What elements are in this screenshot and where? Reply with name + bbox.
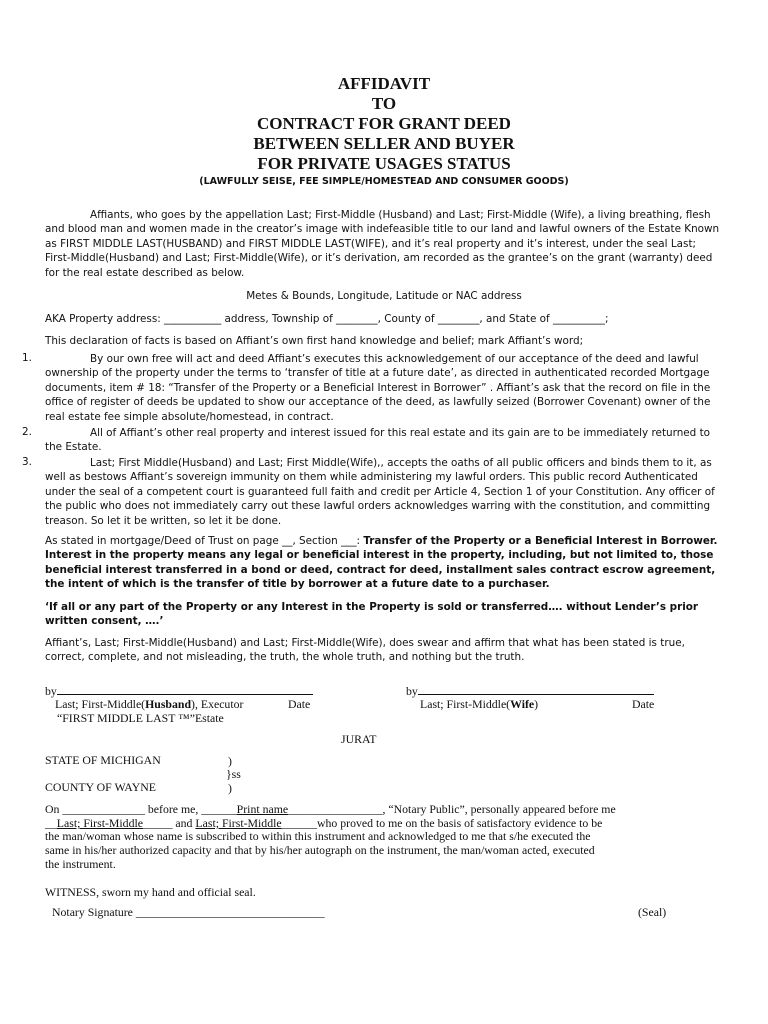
- aka-property-line: AKA Property address: ___________ address, Township of ________, County of ________, and State of __________;: [45, 313, 609, 325]
- jurat-name-2: Last; First-Middle: [195, 816, 282, 830]
- item-number-2: 2.: [22, 426, 32, 438]
- signature-right-name-suffix: ): [534, 697, 539, 711]
- subtitle: (LAWFULLY SEISE, FEE SIMPLE/HOMESTEAD AND CONSUMER GOODS): [199, 176, 569, 187]
- jurat-proved-start: __: [45, 816, 57, 830]
- item-text-1: By our own free will act and deed Affiant’s executes this acknowledgement of our acceptance of the deed and lawful ownership of the property under the terms to ‘transfer of title at a future date’, as directed in authenticated recorded Mortgage documents, item # 18: “Transfer of the Property or a Beneficial Interest in Borrower” . Affiant’s ask that the record on file in the office of register of deeds be updated to show our acceptance of the deed, as lawfully seized (Borrower Covenant) owner of the real estate fee simple absolute/homestead, in contract.: [45, 353, 711, 423]
- jurat-county: COUNTY OF WAYNE: [45, 780, 156, 794]
- jurat-heading: JURAT: [341, 732, 377, 746]
- mortgage-lead: As stated in mortgage/Deed of Trust on page __, Section ___:: [45, 535, 364, 547]
- intro-paragraph: Affiants, who goes by the appellation Last; First-Middle (Husband) and Last; First-Middle (Wife), a living breathing, flesh and blood man and women made in the creator’s image with indefeasible title to our land and lawful owners of the Estate Known as FIRST MIDDLE LAST(HUSBAND) and FIRST MIDDLE LAST(WIFE), and it’s real property and it’s interest, under the seal Last; First-Middle(Husband) and Last; First-Middle(Wife), or it’s derivation, am recorded as the grantee’s on the grant (warranty) deed for the real estate described as below.: [45, 209, 720, 279]
- signature-right: [406, 683, 654, 698]
- witness-line: WITNESS, sworn my hand and official seal.: [45, 885, 256, 899]
- metes-bounds-line: Metes & Bounds, Longitude, Latitude or NAC address: [246, 290, 522, 302]
- signature-right-name: [420, 697, 538, 711]
- jurat-print-name: Print name: [236, 802, 289, 816]
- signature-left-name: [55, 697, 243, 711]
- declaration-line: This declaration of facts is based on Affiant’s own first hand knowledge and belief; mark Affiant’s word;: [45, 335, 584, 347]
- signature-left-name-prefix: Last; First-Middle(: [55, 697, 146, 711]
- signature-right-name-prefix: Last; First-Middle(: [420, 697, 511, 711]
- jurat-proved-and: _____ and: [142, 816, 196, 830]
- jurat-name-1: Last; First-Middle: [56, 816, 143, 830]
- signature-left-line: [57, 683, 313, 695]
- jurat-ss: }ss: [226, 767, 241, 781]
- seal-label: (Seal): [638, 905, 667, 919]
- signature-left-name-suffix: ), Executor: [191, 697, 244, 711]
- item-text-2: All of Affiant’s other real property and interest issued for this real estate and its gain are to be immediately returned to the Estate.: [45, 427, 711, 454]
- notary-signature-line: Notary Signature ________________________________: [52, 905, 325, 919]
- jurat-paren-top: ): [228, 754, 232, 768]
- estate-name: “FIRST MIDDLE LAST ™”Estate: [57, 711, 224, 725]
- jurat-on-line-start: On ______________ before me, ______: [45, 802, 237, 816]
- signature-right-name-bold: Wife: [510, 697, 535, 711]
- jurat-line-4: same in his/her authorized capacity and that by his/her autograph on the instrument, the man/woman acted, executed: [45, 843, 595, 857]
- signature-left-date: Date: [288, 697, 311, 711]
- jurat-on-line: [45, 802, 616, 816]
- item-number-3: 3.: [22, 456, 32, 468]
- title-between: BETWEEN SELLER AND BUYER: [253, 134, 515, 153]
- oath-paragraph: Affiant’s, Last; First-Middle(Husband) and Last; First-Middle(Wife), does swear and affirm that what has been stated is true, correct, complete, and not misleading, the truth, the whole truth, and nothing but the truth.: [45, 637, 685, 664]
- item-number-1: 1.: [22, 352, 32, 364]
- mortgage-bold-text: Transfer of the Property or a Beneficial Interest in Borrower. Interest in the property means any legal or beneficial interest in the property, including, but not limited to, those beneficial interest transferred in a bond or deed, contract for deed, installment sales contract escrow agreement, the intent of which is the transfer of title by borrower at a future date to a purchaser.: [45, 535, 718, 591]
- signature-right-by: by: [406, 684, 418, 698]
- item-text-3: Last; First Middle(Husband) and Last; First Middle(Wife),, accepts the oaths of all public officers and binds them to it, as well as bestows Affiant’s sovereign immunity on them while administering my lawful orders. This public record Authenticated under the seal of a competent court is guaranteed full faith and credit per Article 4, Section 1 of your Constitution. Any officer of the public who does not immediately carry out these lawful orders acknowledges warring with the constitution, and committing treason. So let it be written, so let it be done.: [45, 457, 715, 527]
- signature-right-line: [418, 683, 654, 695]
- jurat-on-line-end: ________________, “Notary Public”, personally appeared before me: [288, 802, 616, 816]
- jurat-proved-end: ______who proved to me on the basis of satisfactory evidence to be: [281, 816, 603, 830]
- jurat-paren-bottom: ): [228, 781, 232, 795]
- jurat-state: STATE OF MICHIGAN: [45, 753, 161, 767]
- signature-right-date: Date: [632, 697, 655, 711]
- signature-left-by: by: [45, 684, 57, 698]
- jurat-line-5: the instrument.: [45, 857, 116, 871]
- mortgage-paragraph: [45, 534, 723, 592]
- jurat-line-3: the man/woman whose name is subscribed to within this instrument and acknowledged to me that s/he executed the: [45, 829, 591, 843]
- title-private-usages: FOR PRIVATE USAGES STATUS: [257, 154, 511, 173]
- signature-left-name-bold: Husband: [145, 697, 192, 711]
- title-affidavit: AFFIDAVIT: [337, 74, 431, 93]
- title-contract: CONTRACT FOR GRANT DEED: [257, 114, 511, 133]
- lender-quote: ‘If all or any part of the Property or any Interest in the Property is sold or transferred…. without Lender’s prior written consent, ….’: [45, 601, 699, 628]
- jurat-proved-line: [45, 816, 602, 830]
- signature-left: [45, 683, 313, 698]
- title-to: TO: [371, 94, 397, 113]
